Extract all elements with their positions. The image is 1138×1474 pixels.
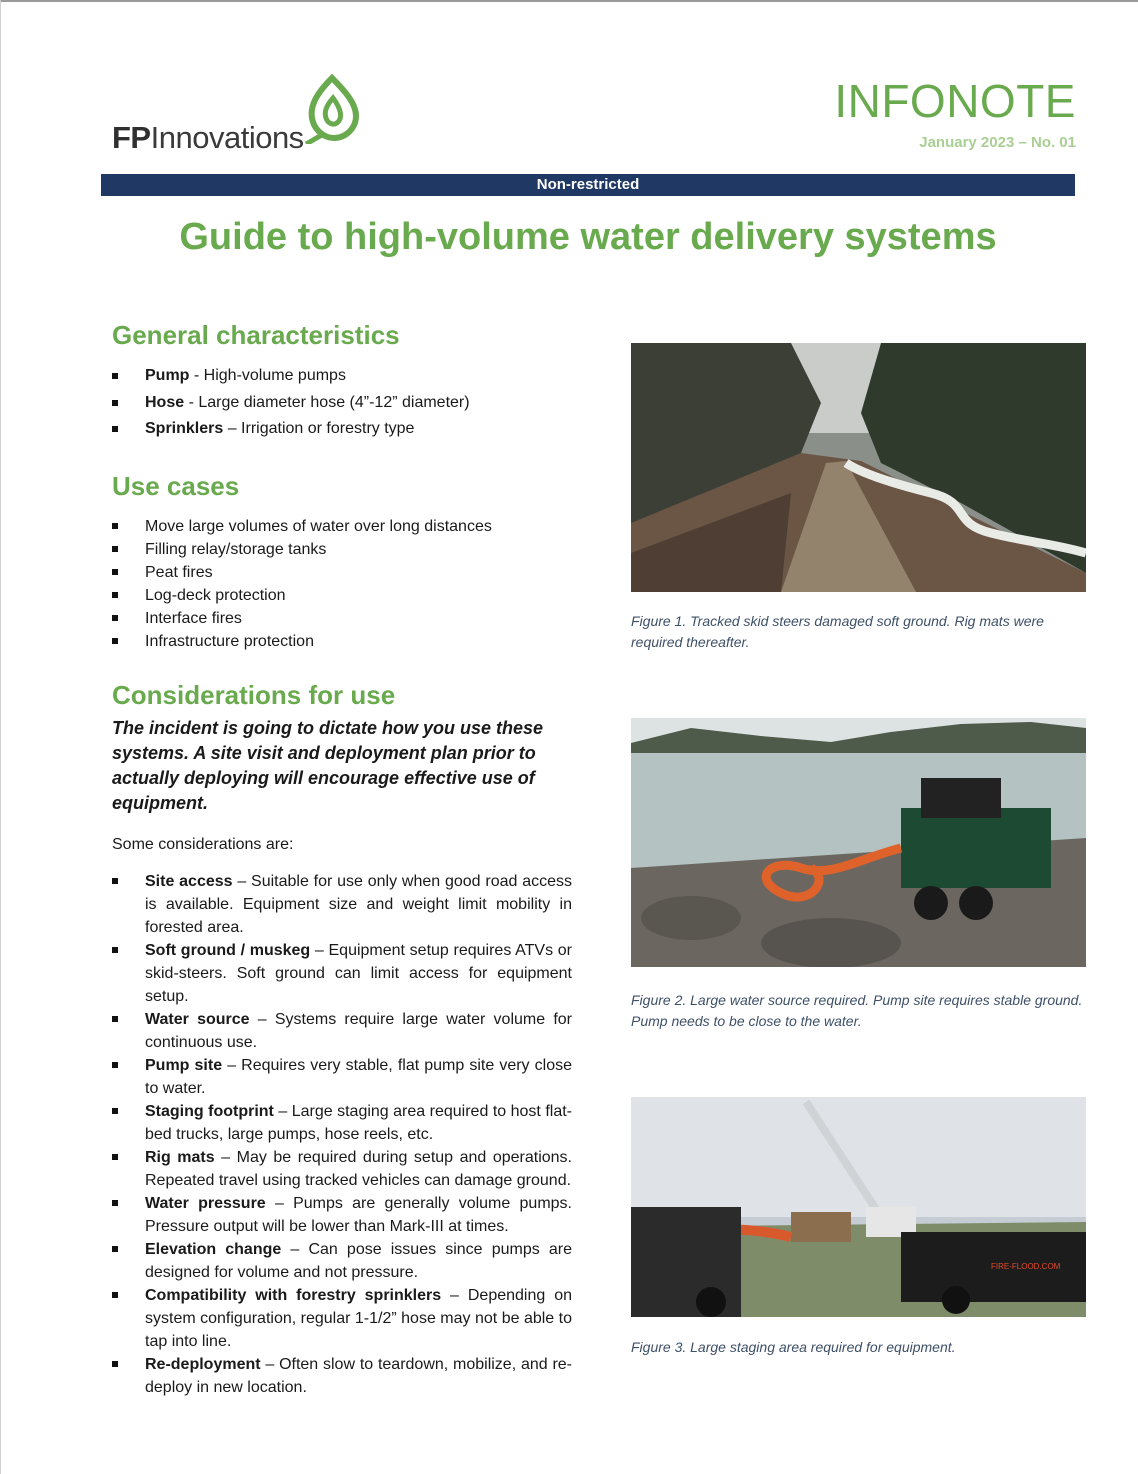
leaf-icon — [302, 72, 364, 144]
list-item — [112, 1008, 572, 1054]
item-term: Rig mats — [145, 1149, 215, 1166]
figure-1-caption: Figure 1. Tracked skid steers damaged soft ground. Rig mats were required thereafter. — [631, 613, 1044, 650]
list-item — [112, 630, 572, 653]
bullet-icon — [112, 1361, 118, 1367]
truck-decal-text: FIRE-FLOOD.COM — [991, 1262, 1061, 1271]
bullet-icon — [112, 426, 118, 432]
item-text: – Often slow to teardown, mobilize, and re-deploy in new location. — [145, 1356, 572, 1396]
list-item — [112, 1284, 572, 1353]
bullet-icon — [112, 1292, 118, 1298]
list-item — [112, 1054, 572, 1100]
item-text: Peat fires — [145, 564, 213, 581]
item-term: Compatibility with forestry sprinklers — [145, 1287, 442, 1304]
bullet-icon — [112, 523, 118, 529]
item-text: – Equipment setup requires ATVs or skid-steers. Soft ground can limit access for equipment setup. — [145, 942, 572, 1005]
bullet-icon — [112, 1016, 118, 1022]
list-item — [112, 1238, 572, 1284]
page-top-edge — [0, 0, 1138, 2]
list-item — [112, 584, 572, 607]
item-text: – Suitable for use only when good road access is available. Equipment size and weight limit mobility in forested area. — [145, 873, 572, 936]
considerations-lead: The incident is going to dictate how you use these systems. A site visit and deployment plan prior to actually deploying will encourage effective use of equipment. — [112, 718, 544, 813]
staging-area-illustration — [631, 1097, 1086, 1317]
bullet-icon — [112, 400, 118, 406]
item-text: - Large diameter hose (4”-12” diameter) — [184, 393, 470, 411]
item-text: – May be required during setup and operations. Repeated travel using tracked vehicles can damage ground. — [145, 1149, 572, 1189]
logo-bold-part: FP — [112, 120, 151, 155]
figure-3-caption: Figure 3. Large staging area required for equipment. — [631, 1339, 956, 1355]
bullet-icon — [112, 1154, 118, 1160]
list-item — [112, 870, 572, 939]
item-text: – Requires very stable, flat pump site very close to water. — [145, 1057, 572, 1097]
list-item — [112, 1353, 572, 1399]
item-text: Filling relay/storage tanks — [145, 541, 327, 558]
list-item — [112, 416, 572, 443]
forest-road-illustration — [631, 343, 1086, 592]
item-term: Site access — [145, 873, 233, 890]
list-item — [112, 939, 572, 1008]
list-item — [112, 538, 572, 561]
logo-wordmark — [112, 120, 304, 156]
list-item — [112, 561, 572, 584]
item-term: Soft ground / muskeg — [145, 942, 311, 959]
item-text: Infrastructure protection — [145, 633, 314, 650]
page-title: Guide to high-volume water delivery systems — [179, 216, 997, 258]
list-item — [112, 390, 572, 417]
bullet-icon — [112, 638, 118, 644]
classification-banner: Non-restricted — [101, 174, 1075, 196]
item-text: Log-deck protection — [145, 587, 286, 604]
use-cases-list — [112, 515, 572, 653]
bullet-icon — [112, 947, 118, 953]
figure-1-photo — [631, 343, 1086, 592]
considerations-list — [112, 870, 572, 1399]
bullet-icon — [112, 1108, 118, 1114]
item-term: Re-deployment — [145, 1356, 261, 1373]
item-text: Move large volumes of water over long distances — [145, 518, 492, 535]
figure-3-photo — [631, 1097, 1086, 1317]
item-term: Water pressure — [145, 1195, 266, 1212]
list-item — [112, 363, 572, 390]
general-list — [112, 363, 572, 443]
item-text: – Pumps are generally volume pumps. Pressure output will be lower than Mark-III at times. — [145, 1195, 572, 1235]
considerations-heading: Considerations for use — [112, 680, 396, 710]
item-term: Hose — [145, 393, 185, 411]
item-text: – Irrigation or forestry type — [223, 420, 415, 437]
considerations-intro: Some considerations are: — [112, 836, 294, 853]
logo-rest-part: Innovations — [150, 120, 304, 155]
item-text: – Systems require large water volume for continuous use. — [145, 1011, 572, 1051]
list-item — [112, 607, 572, 630]
document-type: INFONOTE — [834, 75, 1076, 127]
item-term: Staging footprint — [145, 1103, 274, 1120]
bullet-icon — [112, 1062, 118, 1068]
figure-2-caption: Figure 2. Large water source required. Pump site requires stable ground. Pump needs to be close to the water. — [631, 992, 1083, 1029]
item-term: Water source — [145, 1011, 250, 1028]
list-item — [112, 1192, 572, 1238]
item-text: - High-volume pumps — [189, 367, 346, 384]
bullet-icon — [112, 878, 118, 884]
item-term: Pump site — [145, 1057, 223, 1074]
item-term: Sprinklers — [145, 420, 224, 437]
bullet-icon — [112, 569, 118, 575]
list-item — [112, 1100, 572, 1146]
general-heading: General characteristics — [112, 320, 400, 350]
bullet-icon — [112, 1246, 118, 1252]
item-text: Interface fires — [145, 610, 242, 627]
fpinnovations-logo — [112, 72, 372, 154]
issue-date: January 2023 – No. 01 — [919, 134, 1076, 151]
bullet-icon — [112, 1200, 118, 1206]
figure-2-photo — [631, 718, 1086, 967]
lake-pump-illustration — [631, 718, 1086, 967]
item-text: – Large staging area required to host flat-bed trucks, large pumps, hose reels, etc. — [145, 1103, 573, 1143]
bullet-icon — [112, 592, 118, 598]
use-cases-heading: Use cases — [112, 471, 240, 501]
item-term: Pump — [145, 367, 190, 384]
item-text: – Can pose issues since pumps are designed for volume and not pressure. — [145, 1241, 572, 1281]
bullet-icon — [112, 373, 118, 379]
bullet-icon — [112, 615, 118, 621]
bullet-icon — [112, 546, 118, 552]
item-term: Elevation change — [145, 1241, 282, 1258]
item-text: – Depending on system configuration, regular 1-1/2” hose may not be able to tap into line. — [145, 1287, 572, 1350]
list-item — [112, 1146, 572, 1192]
list-item — [112, 515, 572, 538]
